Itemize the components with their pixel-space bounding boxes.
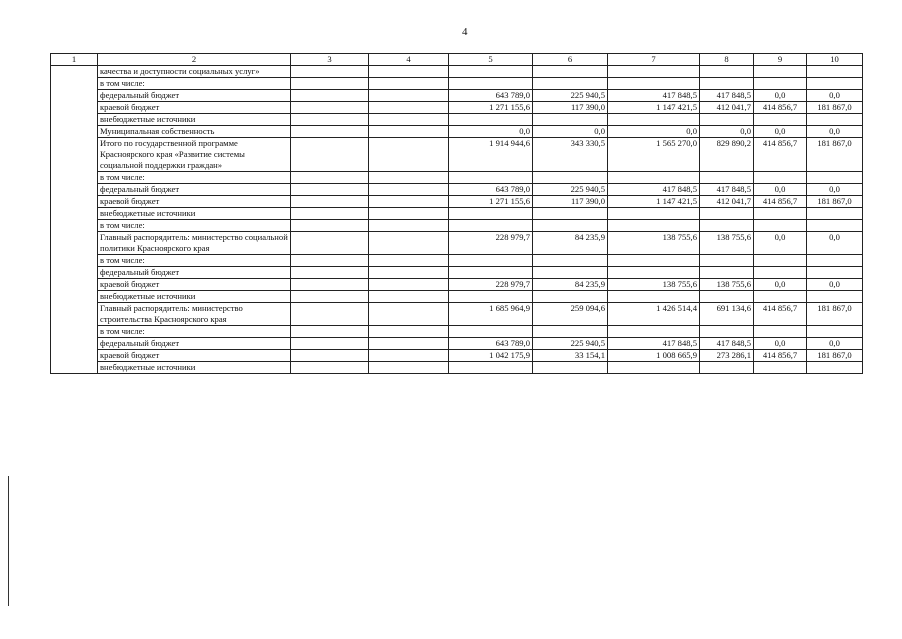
value-cell-5: 643 789,0: [449, 338, 533, 350]
value-cell-8: 138 755,6: [700, 232, 754, 255]
value-cell-7: 1 426 514,4: [608, 303, 700, 326]
row-label: в том числе:: [98, 255, 291, 267]
row-label: в том числе:: [98, 326, 291, 338]
budget-table: [50, 53, 863, 374]
value-cell-6: 117 390,0: [533, 102, 608, 114]
row-label: краевой бюджет: [98, 196, 291, 208]
value-cell-9: 414 856,7: [754, 196, 807, 208]
table-row: [51, 138, 863, 172]
value-cell-7: [608, 78, 700, 90]
value-cell-10: [807, 326, 863, 338]
value-cell-5: [449, 255, 533, 267]
page-number: 4: [462, 26, 468, 38]
value-cell-8: 412 041,7: [700, 196, 754, 208]
value-cell-9: [754, 114, 807, 126]
table-row: [51, 66, 863, 78]
row-label: в том числе:: [98, 172, 291, 184]
value-cell-6: [533, 291, 608, 303]
value-cell-9: [754, 172, 807, 184]
empty-cell: [369, 338, 449, 350]
empty-cell: [369, 232, 449, 255]
value-cell-9: [754, 208, 807, 220]
value-cell-10: [807, 267, 863, 279]
empty-cell: [291, 279, 369, 291]
header-cell: 3: [291, 54, 369, 66]
row-label: качества и доступности социальных услуг»: [98, 66, 291, 78]
value-cell-8: 273 286,1: [700, 350, 754, 362]
value-cell-9: [754, 326, 807, 338]
empty-cell: [291, 78, 369, 90]
value-cell-7: [608, 220, 700, 232]
table-row: [51, 255, 863, 267]
header-cell: 7: [608, 54, 700, 66]
value-cell-6: 225 940,5: [533, 90, 608, 102]
value-cell-9: [754, 78, 807, 90]
empty-cell: [291, 220, 369, 232]
table-row: [51, 114, 863, 126]
row-label: в том числе:: [98, 220, 291, 232]
value-cell-9: 0,0: [754, 279, 807, 291]
value-cell-6: 259 094,6: [533, 303, 608, 326]
header-row: [51, 54, 863, 66]
value-cell-9: [754, 362, 807, 374]
value-cell-5: 1 271 155,6: [449, 102, 533, 114]
empty-cell: [369, 220, 449, 232]
empty-cell: [369, 66, 449, 78]
value-cell-7: [608, 362, 700, 374]
value-cell-5: [449, 220, 533, 232]
value-cell-10: 0,0: [807, 90, 863, 102]
table-row: [51, 291, 863, 303]
empty-cell: [369, 279, 449, 291]
value-cell-5: [449, 362, 533, 374]
table-row: [51, 338, 863, 350]
value-cell-8: [700, 291, 754, 303]
table-row: [51, 208, 863, 220]
header-cell: 6: [533, 54, 608, 66]
row-label: краевой бюджет: [98, 102, 291, 114]
header-cell: 9: [754, 54, 807, 66]
row-label: федеральный бюджет: [98, 338, 291, 350]
empty-cell: [291, 102, 369, 114]
header-cell: 5: [449, 54, 533, 66]
empty-cell: [291, 114, 369, 126]
value-cell-5: 643 789,0: [449, 90, 533, 102]
value-cell-10: [807, 362, 863, 374]
table-row: [51, 362, 863, 374]
empty-cell: [369, 362, 449, 374]
value-cell-7: [608, 326, 700, 338]
row-label: краевой бюджет: [98, 350, 291, 362]
value-cell-8: 417 848,5: [700, 90, 754, 102]
empty-cell: [369, 172, 449, 184]
value-cell-6: [533, 255, 608, 267]
row-label: внебюджетные источники: [98, 114, 291, 126]
value-cell-6: 225 940,5: [533, 184, 608, 196]
value-cell-10: [807, 172, 863, 184]
value-cell-8: 829 890,2: [700, 138, 754, 172]
value-cell-7: [608, 208, 700, 220]
empty-cell: [369, 102, 449, 114]
empty-cell: [369, 196, 449, 208]
empty-cell: [369, 184, 449, 196]
value-cell-7: 1 147 421,5: [608, 196, 700, 208]
empty-cell: [291, 303, 369, 326]
value-cell-10: [807, 291, 863, 303]
value-cell-8: [700, 208, 754, 220]
value-cell-5: [449, 172, 533, 184]
value-cell-7: [608, 291, 700, 303]
value-cell-8: [700, 114, 754, 126]
value-cell-5: [449, 326, 533, 338]
value-cell-5: [449, 78, 533, 90]
empty-cell: [291, 138, 369, 172]
value-cell-10: [807, 220, 863, 232]
value-cell-8: [700, 255, 754, 267]
value-cell-10: [807, 66, 863, 78]
table-row: [51, 126, 863, 138]
empty-cell: [291, 350, 369, 362]
header-cell: 1: [51, 54, 98, 66]
value-cell-6: [533, 78, 608, 90]
value-cell-9: 414 856,7: [754, 350, 807, 362]
value-cell-6: 0,0: [533, 126, 608, 138]
value-cell-9: [754, 66, 807, 78]
table-row: [51, 279, 863, 291]
value-cell-7: 1 565 270,0: [608, 138, 700, 172]
value-cell-8: [700, 362, 754, 374]
value-cell-9: 0,0: [754, 90, 807, 102]
value-cell-7: 0,0: [608, 126, 700, 138]
value-cell-10: [807, 78, 863, 90]
value-cell-5: [449, 66, 533, 78]
header-cell: 4: [369, 54, 449, 66]
empty-cell: [369, 255, 449, 267]
value-cell-8: [700, 78, 754, 90]
header-cell: 2: [98, 54, 291, 66]
value-cell-9: 0,0: [754, 126, 807, 138]
value-cell-7: 417 848,5: [608, 338, 700, 350]
table-row: [51, 220, 863, 232]
value-cell-5: [449, 291, 533, 303]
row-label: в том числе:: [98, 78, 291, 90]
empty-cell: [291, 291, 369, 303]
value-cell-5: 1 914 944,6: [449, 138, 533, 172]
empty-cell: [369, 114, 449, 126]
empty-cell: [369, 126, 449, 138]
table-row: [51, 102, 863, 114]
value-cell-9: [754, 220, 807, 232]
value-cell-8: 417 848,5: [700, 338, 754, 350]
value-cell-8: 412 041,7: [700, 102, 754, 114]
value-cell-10: [807, 114, 863, 126]
value-cell-7: [608, 267, 700, 279]
empty-cell: [291, 66, 369, 78]
value-cell-8: 691 134,6: [700, 303, 754, 326]
empty-cell: [369, 208, 449, 220]
value-cell-5: 1 271 155,6: [449, 196, 533, 208]
table-row: [51, 350, 863, 362]
empty-cell: [291, 338, 369, 350]
empty-cell: [291, 172, 369, 184]
value-cell-7: [608, 66, 700, 78]
empty-cell: [291, 184, 369, 196]
value-cell-5: 643 789,0: [449, 184, 533, 196]
value-cell-10: 0,0: [807, 338, 863, 350]
row-label: внебюджетные источники: [98, 362, 291, 374]
value-cell-7: [608, 172, 700, 184]
header-cell: 8: [700, 54, 754, 66]
value-cell-6: 343 330,5: [533, 138, 608, 172]
value-cell-10: 181 867,0: [807, 102, 863, 114]
value-cell-10: 181 867,0: [807, 303, 863, 326]
table-row: [51, 267, 863, 279]
value-cell-7: 138 755,6: [608, 232, 700, 255]
value-cell-10: 0,0: [807, 184, 863, 196]
value-cell-7: 417 848,5: [608, 184, 700, 196]
value-cell-5: [449, 208, 533, 220]
value-cell-6: 84 235,9: [533, 232, 608, 255]
empty-cell: [291, 267, 369, 279]
value-cell-8: [700, 66, 754, 78]
table-row: [51, 326, 863, 338]
value-cell-6: [533, 362, 608, 374]
value-cell-10: 181 867,0: [807, 196, 863, 208]
value-cell-10: [807, 255, 863, 267]
empty-cell: [291, 255, 369, 267]
value-cell-9: 414 856,7: [754, 102, 807, 114]
value-cell-7: [608, 114, 700, 126]
empty-cell: [291, 362, 369, 374]
value-cell-8: [700, 267, 754, 279]
empty-cell: [291, 90, 369, 102]
value-cell-5: [449, 114, 533, 126]
table-row: [51, 78, 863, 90]
value-cell-8: 417 848,5: [700, 184, 754, 196]
empty-cell: [291, 208, 369, 220]
value-cell-5: [449, 267, 533, 279]
row-label: федеральный бюджет: [98, 267, 291, 279]
value-cell-6: 33 154,1: [533, 350, 608, 362]
value-cell-8: [700, 326, 754, 338]
empty-cell: [369, 138, 449, 172]
row-label: Главный распорядитель: министерство социальной политики Красноярского края: [98, 232, 291, 255]
row-label: федеральный бюджет: [98, 184, 291, 196]
value-cell-6: [533, 208, 608, 220]
value-cell-9: 414 856,7: [754, 138, 807, 172]
row-label: федеральный бюджет: [98, 90, 291, 102]
table-row: [51, 196, 863, 208]
value-cell-7: 1 147 421,5: [608, 102, 700, 114]
table-row: [51, 303, 863, 326]
value-cell-9: [754, 291, 807, 303]
value-cell-10: 0,0: [807, 126, 863, 138]
empty-cell: [369, 303, 449, 326]
value-cell-9: 0,0: [754, 232, 807, 255]
value-cell-6: 225 940,5: [533, 338, 608, 350]
header-cell: 10: [807, 54, 863, 66]
empty-cell: [369, 267, 449, 279]
empty-cell: [369, 90, 449, 102]
value-cell-6: [533, 220, 608, 232]
value-cell-8: [700, 220, 754, 232]
value-cell-5: 1 042 175,9: [449, 350, 533, 362]
value-cell-7: 138 755,6: [608, 279, 700, 291]
value-cell-10: 181 867,0: [807, 138, 863, 172]
empty-cell: [369, 291, 449, 303]
value-cell-5: 0,0: [449, 126, 533, 138]
value-cell-10: [807, 208, 863, 220]
value-cell-7: 417 848,5: [608, 90, 700, 102]
empty-cell: [291, 326, 369, 338]
value-cell-9: [754, 255, 807, 267]
empty-cell: [369, 350, 449, 362]
value-cell-7: [608, 255, 700, 267]
empty-cell: [291, 232, 369, 255]
row-label: внебюджетные источники: [98, 208, 291, 220]
row-label: краевой бюджет: [98, 279, 291, 291]
value-cell-6: [533, 114, 608, 126]
empty-cell: [369, 78, 449, 90]
value-cell-6: [533, 172, 608, 184]
column-1-cell: [51, 66, 98, 374]
value-cell-6: [533, 267, 608, 279]
empty-cell: [291, 126, 369, 138]
value-cell-5: 228 979,7: [449, 232, 533, 255]
value-cell-6: 84 235,9: [533, 279, 608, 291]
value-cell-9: 0,0: [754, 338, 807, 350]
value-cell-8: 0,0: [700, 126, 754, 138]
value-cell-9: 414 856,7: [754, 303, 807, 326]
value-cell-10: 181 867,0: [807, 350, 863, 362]
value-cell-8: [700, 172, 754, 184]
value-cell-5: 228 979,7: [449, 279, 533, 291]
empty-cell: [291, 196, 369, 208]
value-cell-6: [533, 326, 608, 338]
value-cell-8: 138 755,6: [700, 279, 754, 291]
value-cell-9: [754, 267, 807, 279]
table-row: [51, 232, 863, 255]
table-row: [51, 184, 863, 196]
value-cell-10: 0,0: [807, 232, 863, 255]
value-cell-6: [533, 66, 608, 78]
row-label: Муниципальная собственность: [98, 126, 291, 138]
value-cell-10: 0,0: [807, 279, 863, 291]
row-label: Главный распорядитель: министерство строительства Красноярского края: [98, 303, 291, 326]
value-cell-6: 117 390,0: [533, 196, 608, 208]
margin-line: [8, 476, 9, 606]
row-label: Итого по государственной программе Красноярского края «Развитие системы социальной поддержки граждан»: [98, 138, 291, 172]
row-label: внебюджетные источники: [98, 291, 291, 303]
value-cell-7: 1 008 665,9: [608, 350, 700, 362]
empty-cell: [369, 326, 449, 338]
value-cell-9: 0,0: [754, 184, 807, 196]
table-row: [51, 90, 863, 102]
table-row: [51, 172, 863, 184]
table-body: [51, 54, 863, 374]
value-cell-5: 1 685 964,9: [449, 303, 533, 326]
